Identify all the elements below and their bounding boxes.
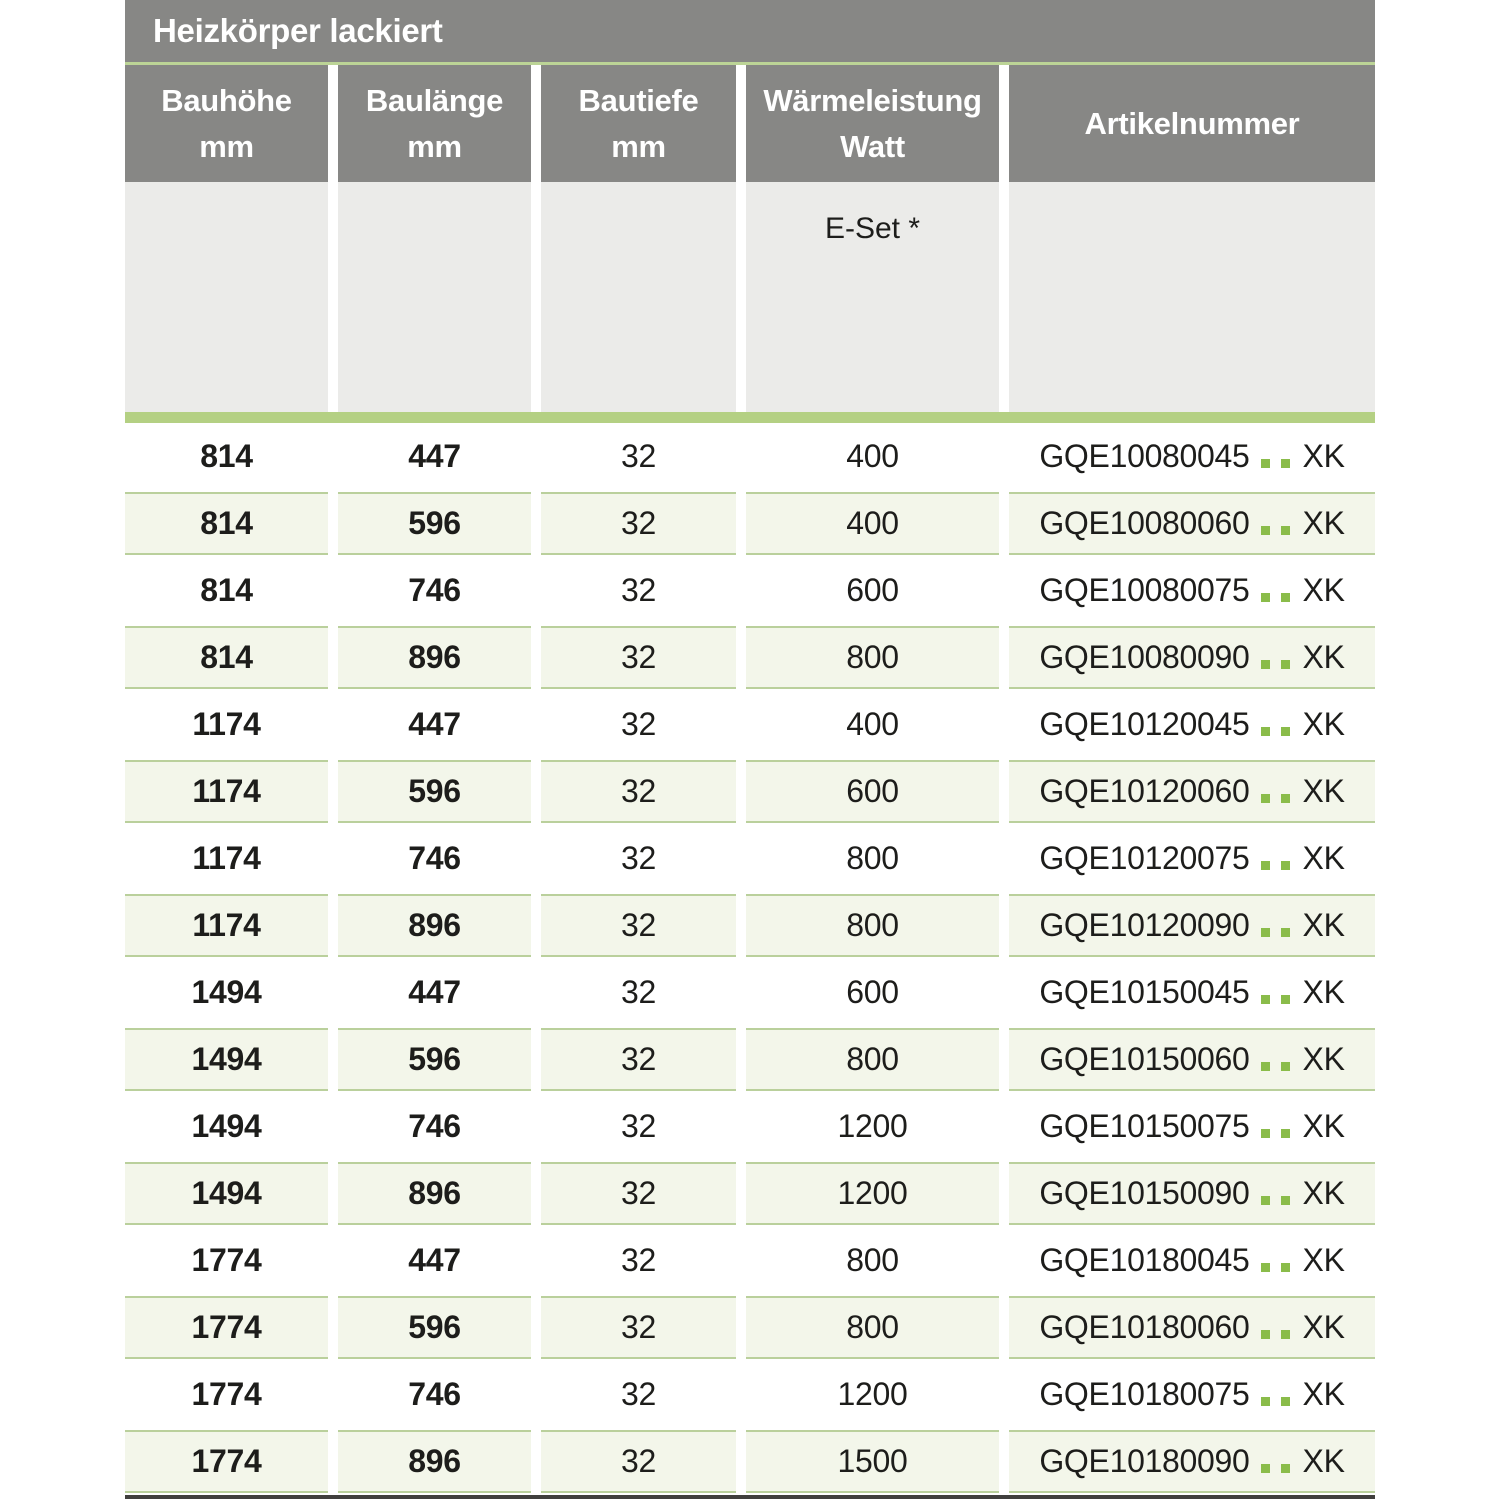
artikel-code: GQE10150075 bbox=[1039, 1108, 1250, 1144]
cell-watt: 800 bbox=[846, 1242, 899, 1278]
cell-bauhoehe: 1494 bbox=[191, 974, 262, 1010]
column-header-bautiefe bbox=[541, 65, 736, 182]
table-row bbox=[125, 1093, 1375, 1160]
artikel-suffix: XK bbox=[1302, 1376, 1345, 1412]
subheader-cell-eset: E-Set * bbox=[746, 182, 999, 412]
table-row bbox=[125, 1361, 1375, 1428]
artikel-code: GQE10080060 bbox=[1039, 505, 1250, 541]
subheader-cell-artikelnummer bbox=[1009, 182, 1375, 412]
cell-baulaenge: 596 bbox=[338, 1028, 531, 1091]
column-label: Baulänge bbox=[365, 82, 504, 118]
artikel-code: GQE10180045 bbox=[1039, 1242, 1250, 1278]
cell-bauhoehe: 1174 bbox=[192, 706, 261, 742]
column-header-bauhoehe bbox=[125, 65, 328, 182]
cell-watt: 1200 bbox=[746, 1162, 999, 1225]
column-unit: mm bbox=[407, 128, 462, 164]
cell-bautiefe: 32 bbox=[541, 1296, 736, 1359]
cell-watt: 600 bbox=[846, 974, 899, 1010]
placeholder-dot-icon bbox=[1281, 1464, 1290, 1473]
placeholder-dot-icon bbox=[1261, 928, 1270, 937]
artikel-code: GQE10150060 bbox=[1039, 1041, 1250, 1077]
cell-bauhoehe: 1494 bbox=[125, 1162, 328, 1225]
table-title: Heizkörper lackiert bbox=[125, 0, 1375, 62]
table-body bbox=[125, 423, 1375, 1495]
cell-baulaenge: 596 bbox=[338, 492, 531, 555]
placeholder-dot-icon bbox=[1261, 660, 1270, 669]
table-row bbox=[125, 758, 1375, 825]
placeholder-dot-icon bbox=[1281, 1062, 1290, 1071]
artikel-code: GQE10120045 bbox=[1039, 706, 1250, 742]
subheader-cell-bauhoehe bbox=[125, 182, 328, 412]
cell-bautiefe: 32 bbox=[621, 974, 656, 1010]
cell-bauhoehe: 1174 bbox=[125, 760, 328, 823]
header-body-divider bbox=[125, 412, 1375, 423]
artikel-code: GQE10080075 bbox=[1039, 572, 1250, 608]
placeholder-dot-icon bbox=[1261, 593, 1270, 602]
cell-bauhoehe: 1774 bbox=[191, 1376, 262, 1412]
table-row bbox=[125, 557, 1375, 624]
cell-artikelnummer bbox=[1009, 557, 1375, 624]
placeholder-dot-icon bbox=[1261, 1196, 1270, 1205]
table-row bbox=[125, 1428, 1375, 1495]
cell-artikelnummer bbox=[1009, 1093, 1375, 1160]
artikel-suffix: XK bbox=[1302, 1175, 1345, 1211]
cell-baulaenge: 746 bbox=[408, 572, 461, 608]
cell-bautiefe: 32 bbox=[541, 1028, 736, 1091]
placeholder-dot-icon bbox=[1281, 660, 1290, 669]
placeholder-dot-icon bbox=[1281, 727, 1290, 736]
cell-bauhoehe: 1774 bbox=[191, 1242, 262, 1278]
cell-watt: 1200 bbox=[837, 1108, 908, 1144]
cell-artikelnummer bbox=[1009, 959, 1375, 1026]
artikel-suffix: XK bbox=[1302, 505, 1345, 541]
cell-watt: 800 bbox=[746, 1296, 999, 1359]
cell-watt: 400 bbox=[746, 492, 999, 555]
cell-bautiefe: 32 bbox=[541, 626, 736, 689]
artikel-suffix: XK bbox=[1302, 974, 1345, 1010]
table-row bbox=[125, 1160, 1375, 1227]
cell-bautiefe: 32 bbox=[541, 1430, 736, 1493]
cell-bauhoehe: 1174 bbox=[125, 894, 328, 957]
table-row bbox=[125, 825, 1375, 892]
placeholder-dot-icon bbox=[1261, 526, 1270, 535]
placeholder-dot-icon bbox=[1261, 995, 1270, 1004]
cell-bauhoehe: 814 bbox=[200, 438, 253, 474]
placeholder-dot-icon bbox=[1261, 727, 1270, 736]
column-label: Wärmeleistung bbox=[763, 82, 982, 118]
placeholder-dot-icon bbox=[1261, 861, 1270, 870]
placeholder-dot-icon bbox=[1281, 1196, 1290, 1205]
artikel-suffix: XK bbox=[1302, 840, 1345, 876]
cell-artikelnummer bbox=[1009, 1361, 1375, 1428]
cell-bauhoehe: 1774 bbox=[125, 1430, 328, 1493]
artikel-code: GQE10150090 bbox=[1039, 1175, 1250, 1211]
cell-watt: 800 bbox=[846, 840, 899, 876]
placeholder-dot-icon bbox=[1281, 928, 1290, 937]
table-row bbox=[125, 691, 1375, 758]
placeholder-dot-icon bbox=[1281, 1397, 1290, 1406]
placeholder-dot-icon bbox=[1281, 1129, 1290, 1138]
placeholder-dot-icon bbox=[1281, 861, 1290, 870]
cell-baulaenge: 447 bbox=[408, 1242, 461, 1278]
cell-bautiefe: 32 bbox=[541, 760, 736, 823]
cell-bautiefe: 32 bbox=[621, 438, 656, 474]
cell-artikelnummer bbox=[1009, 760, 1375, 823]
cell-baulaenge: 896 bbox=[338, 1162, 531, 1225]
cell-baulaenge: 596 bbox=[338, 1296, 531, 1359]
cell-artikelnummer bbox=[1009, 1028, 1375, 1091]
artikel-suffix: XK bbox=[1302, 572, 1345, 608]
artikel-code: GQE10120075 bbox=[1039, 840, 1250, 876]
table-row bbox=[125, 892, 1375, 959]
cell-watt: 800 bbox=[746, 626, 999, 689]
cell-bauhoehe: 814 bbox=[125, 626, 328, 689]
cell-baulaenge: 896 bbox=[338, 626, 531, 689]
column-label: Artikelnummer bbox=[1084, 105, 1300, 141]
column-unit: mm bbox=[199, 128, 254, 164]
cell-baulaenge: 447 bbox=[408, 438, 461, 474]
cell-watt: 1500 bbox=[746, 1430, 999, 1493]
cell-artikelnummer bbox=[1009, 1296, 1375, 1359]
cell-watt: 600 bbox=[746, 760, 999, 823]
column-header-artikelnummer bbox=[1009, 65, 1375, 182]
artikel-suffix: XK bbox=[1302, 907, 1345, 943]
column-unit: Watt bbox=[840, 128, 905, 164]
table-row bbox=[125, 1227, 1375, 1294]
placeholder-dot-icon bbox=[1281, 1263, 1290, 1272]
artikel-code: GQE10120060 bbox=[1039, 773, 1250, 809]
cell-baulaenge: 596 bbox=[338, 760, 531, 823]
artikel-code: GQE10080090 bbox=[1039, 639, 1250, 675]
cell-bautiefe: 32 bbox=[621, 706, 656, 742]
cell-bautiefe: 32 bbox=[621, 840, 656, 876]
cell-bautiefe: 32 bbox=[541, 894, 736, 957]
cell-bautiefe: 32 bbox=[541, 1162, 736, 1225]
cell-watt: 400 bbox=[846, 706, 899, 742]
artikel-suffix: XK bbox=[1302, 639, 1345, 675]
cell-bautiefe: 32 bbox=[621, 1376, 656, 1412]
cell-baulaenge: 447 bbox=[408, 974, 461, 1010]
cell-bautiefe: 32 bbox=[621, 572, 656, 608]
cell-artikelnummer bbox=[1009, 492, 1375, 555]
artikel-suffix: XK bbox=[1302, 438, 1345, 474]
cell-artikelnummer bbox=[1009, 1227, 1375, 1294]
cell-artikelnummer bbox=[1009, 691, 1375, 758]
placeholder-dot-icon bbox=[1261, 1330, 1270, 1339]
placeholder-dot-icon bbox=[1281, 593, 1290, 602]
cell-bautiefe: 32 bbox=[621, 1108, 656, 1144]
cell-artikelnummer bbox=[1009, 1162, 1375, 1225]
cell-artikelnummer bbox=[1009, 894, 1375, 957]
placeholder-dot-icon bbox=[1261, 1062, 1270, 1071]
artikel-suffix: XK bbox=[1302, 1309, 1345, 1345]
column-header-baulaenge bbox=[338, 65, 531, 182]
artikel-suffix: XK bbox=[1302, 1242, 1345, 1278]
artikel-code: GQE10180090 bbox=[1039, 1443, 1250, 1479]
placeholder-dot-icon bbox=[1261, 1464, 1270, 1473]
cell-bauhoehe: 1774 bbox=[125, 1296, 328, 1359]
cell-watt: 800 bbox=[746, 894, 999, 957]
column-label: Bautiefe bbox=[578, 82, 699, 118]
cell-watt: 600 bbox=[846, 572, 899, 608]
artikel-suffix: XK bbox=[1302, 706, 1345, 742]
column-label: Bauhöhe bbox=[161, 82, 292, 118]
column-unit: mm bbox=[611, 128, 666, 164]
product-table bbox=[125, 0, 1375, 1499]
cell-watt: 1200 bbox=[837, 1376, 908, 1412]
table-row bbox=[125, 1294, 1375, 1361]
column-header-waermeleistung bbox=[746, 65, 999, 182]
artikel-suffix: XK bbox=[1302, 1108, 1345, 1144]
subheader-row bbox=[125, 182, 1375, 412]
cell-watt: 800 bbox=[746, 1028, 999, 1091]
table-row bbox=[125, 423, 1375, 490]
artikel-code: GQE10120090 bbox=[1039, 907, 1250, 943]
cell-baulaenge: 746 bbox=[408, 1376, 461, 1412]
table-row bbox=[125, 490, 1375, 557]
placeholder-dot-icon bbox=[1261, 1263, 1270, 1272]
cell-artikelnummer bbox=[1009, 825, 1375, 892]
placeholder-dot-icon bbox=[1281, 1330, 1290, 1339]
subheader-cell-baulaenge bbox=[338, 182, 531, 412]
table-bottom-border bbox=[125, 1495, 1375, 1499]
placeholder-dot-icon bbox=[1281, 794, 1290, 803]
subheader-cell-bautiefe bbox=[541, 182, 736, 412]
cell-baulaenge: 746 bbox=[408, 840, 461, 876]
cell-watt: 400 bbox=[846, 438, 899, 474]
placeholder-dot-icon bbox=[1281, 995, 1290, 1004]
artikel-suffix: XK bbox=[1302, 1041, 1345, 1077]
cell-bauhoehe: 1174 bbox=[192, 840, 261, 876]
cell-bautiefe: 32 bbox=[621, 1242, 656, 1278]
cell-baulaenge: 746 bbox=[408, 1108, 461, 1144]
artikel-code: GQE10180060 bbox=[1039, 1309, 1250, 1345]
cell-baulaenge: 447 bbox=[408, 706, 461, 742]
cell-artikelnummer bbox=[1009, 423, 1375, 490]
placeholder-dot-icon bbox=[1281, 459, 1290, 468]
placeholder-dot-icon bbox=[1281, 526, 1290, 535]
cell-baulaenge: 896 bbox=[338, 1430, 531, 1493]
artikel-code: GQE10150045 bbox=[1039, 974, 1250, 1010]
placeholder-dot-icon bbox=[1261, 459, 1270, 468]
cell-baulaenge: 896 bbox=[338, 894, 531, 957]
artikel-suffix: XK bbox=[1302, 773, 1345, 809]
placeholder-dot-icon bbox=[1261, 1397, 1270, 1406]
cell-bauhoehe: 814 bbox=[125, 492, 328, 555]
cell-bauhoehe: 1494 bbox=[125, 1028, 328, 1091]
cell-artikelnummer bbox=[1009, 626, 1375, 689]
table-row bbox=[125, 624, 1375, 691]
table-row bbox=[125, 1026, 1375, 1093]
cell-artikelnummer bbox=[1009, 1430, 1375, 1493]
cell-bauhoehe: 814 bbox=[200, 572, 253, 608]
placeholder-dot-icon bbox=[1261, 794, 1270, 803]
artikel-code: GQE10180075 bbox=[1039, 1376, 1250, 1412]
artikel-suffix: XK bbox=[1302, 1443, 1345, 1479]
cell-bauhoehe: 1494 bbox=[191, 1108, 262, 1144]
table-row bbox=[125, 959, 1375, 1026]
artikel-code: GQE10080045 bbox=[1039, 438, 1250, 474]
column-header-row bbox=[125, 65, 1375, 182]
placeholder-dot-icon bbox=[1261, 1129, 1270, 1138]
cell-bautiefe: 32 bbox=[541, 492, 736, 555]
